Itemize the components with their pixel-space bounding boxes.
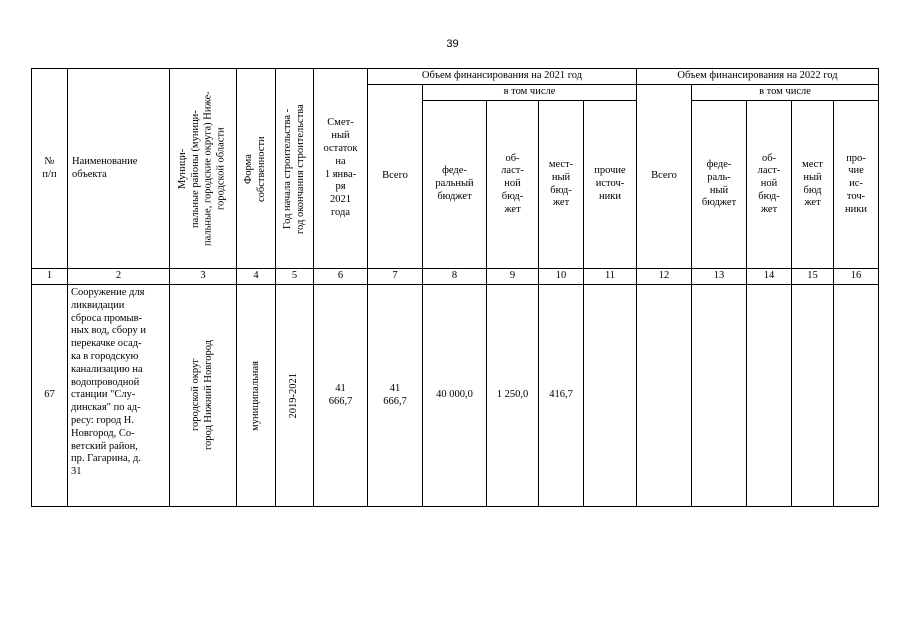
row-ownership: муниципальная	[249, 360, 261, 431]
column-number: 12	[637, 269, 692, 285]
header-other-2021: прочие источ- ники	[584, 101, 637, 269]
header-total-2022: Всего	[637, 85, 692, 269]
financing-table	[31, 68, 879, 507]
column-number: 14	[747, 269, 792, 285]
header-district-cell	[170, 69, 237, 269]
header-local-2022: мест ный бюд жет	[792, 101, 834, 269]
header-name: Наименование объекта	[68, 69, 170, 269]
row-local-2022	[792, 285, 834, 507]
table-row	[32, 285, 879, 507]
column-numbers-row	[32, 269, 879, 285]
row-other-2022	[834, 285, 879, 507]
row-years: 2019-2021	[288, 372, 300, 419]
header-incl-2022: в том числе	[692, 85, 879, 101]
header-fin-2022: Объем финансирования на 2022 год	[637, 69, 879, 85]
column-number: 10	[539, 269, 584, 285]
column-number: 5	[276, 269, 314, 285]
column-number: 13	[692, 269, 747, 285]
column-number: 6	[314, 269, 368, 285]
header-num: № п/п	[32, 69, 68, 269]
row-name: Сооружение для ликвидации сброса промыв- ных вод, сбору и перекачке осад- ка в городскую канализацию на водопроводной станции "Слу- динская" по ад- ресу: город Н. Новгород, Со- ветский район, пр. Гагарина, д. 31	[68, 285, 170, 507]
row-balance: 41 666,7	[314, 285, 368, 507]
row-ownership-cell	[237, 285, 276, 507]
header-federal-2021: феде- ральный бюджет	[423, 101, 487, 269]
row-total-2022	[637, 285, 692, 507]
column-number: 7	[368, 269, 423, 285]
column-number: 4	[237, 269, 276, 285]
column-number: 15	[792, 269, 834, 285]
header-regional-2021: об- ласт- ной бюд- жет	[487, 101, 539, 269]
row-federal-2021: 40 000,0	[423, 285, 487, 507]
header-ownership-cell	[237, 69, 276, 269]
row-regional-2021: 1 250,0	[487, 285, 539, 507]
row-federal-2022	[692, 285, 747, 507]
column-number: 11	[584, 269, 637, 285]
column-number: 2	[68, 269, 170, 285]
column-number: 1	[32, 269, 68, 285]
column-number: 8	[423, 269, 487, 285]
header-incl-2021: в том числе	[423, 85, 637, 101]
row-num: 67	[32, 285, 68, 507]
row-district: городской округ город Нижний Новгород	[190, 340, 214, 451]
row-other-2021	[584, 285, 637, 507]
column-number: 16	[834, 269, 879, 285]
row-regional-2022	[747, 285, 792, 507]
header-other-2022: про- чие ис- точ- ники	[834, 101, 879, 269]
header-years: Год начала строительства - год окончания строительства	[281, 103, 306, 234]
column-number: 3	[170, 269, 237, 285]
header-balance: Смет- ный остаток на 1 янва- ря 2021 года	[314, 69, 368, 269]
header-fin-2021: Объем финансирования на 2021 год	[368, 69, 637, 85]
header-total-2021: Всего	[368, 85, 423, 269]
header-years-cell	[276, 69, 314, 269]
row-local-2021: 416,7	[539, 285, 584, 507]
row-total-2021: 41 666,7	[368, 285, 423, 507]
column-number: 9	[487, 269, 539, 285]
header-ownership: Форма собственности	[243, 135, 267, 202]
header-federal-2022: феде- раль- ный бюджет	[692, 101, 747, 269]
row-district-cell	[170, 285, 237, 507]
row-years-cell	[276, 285, 314, 507]
header-district: Муници- пальные районы (муници- пальные, городские округа) Ниже- городской области	[177, 91, 227, 246]
page-number: 39	[446, 38, 459, 50]
header-local-2021: мест- ный бюд- жет	[539, 101, 584, 269]
header-regional-2022: об- ласт- ной бюд- жет	[747, 101, 792, 269]
